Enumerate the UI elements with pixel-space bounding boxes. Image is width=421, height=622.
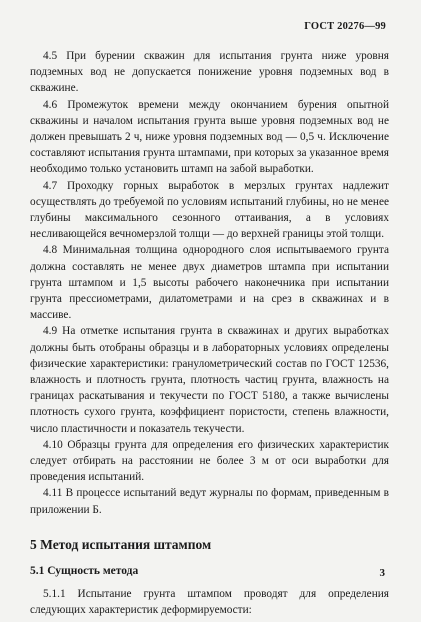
document-code-header: ГОСТ 20276—99	[304, 21, 386, 32]
page-number: 3	[379, 567, 385, 579]
paragraph-4-5: 4.5 При бурении скважин для испытания грунта ниже уровня подземных вод не допускается понижение уровня подземных вод в скважине.	[30, 50, 389, 95]
section-title: 5 Метод испытания штампом	[30, 536, 212, 552]
paragraph-4-11: 4.11 В процессе испытаний ведут журналы по формам, приведенным в приложении Б.	[30, 487, 389, 516]
page-content	[30, 48, 389, 618]
paragraph-4-7: 4.7 Проходку горных выработок в мерзлых грунтах надлежит осуществлять до требуемой по условиям испытаний глубины, но не менее глубины максимального сезонного оттаивания, а в условиях несливающейся вечномерзлой толщи — до верхней границы этой толщи.	[30, 179, 389, 241]
paragraph-4-6: 4.6 Промежуток времени между окончанием бурения опытной скважины и началом испытания грунта выше уровня подземных вод не должен превышать 2 ч, ниже уровня подземных вод — 0,5 ч. Исключение составляют испытания грунта штампами, при которых за указанное время необходимо только установить штамп на забой выработки.	[30, 98, 389, 176]
paragraph-4-9: 4.9 На отметке испытания грунта в скважинах и других выработках должны быть отобраны образцы и в лабораторных условиях определены физические характеристики: гранулометрический состав по ГОСТ 12536, влажность и плотность грунта, плотность частиц грунта, влажность на границах раскатывания и текучести по ГОСТ 5180, а также вычислены плотность сухого грунта, коэффициент пористости, степень влажности, число пластичности и показатель текучести.	[30, 325, 389, 435]
subsection-title: 5.1 Сущность метода	[30, 564, 139, 577]
paragraph-5-1-1: 5.1.1 Испытание грунта штампом проводят для определения следующих характеристик деформируемости:	[30, 587, 389, 617]
paragraph-4-10: 4.10 Образцы грунта для определения его физических характеристик следует отбирать на расстоянии не более 3 м от оси выработки для проведения испытаний.	[30, 438, 389, 484]
paragraph-4-8: 4.8 Минимальная толщина однородного слоя испытываемого грунта должна составлять не менее двух диаметров штампа при испытании грунта штампом и 1,5 высоты рабочего наконечника при испытании грунта прессиометрами, дилатометрами и на срез в скважинах и в массиве.	[30, 244, 389, 322]
